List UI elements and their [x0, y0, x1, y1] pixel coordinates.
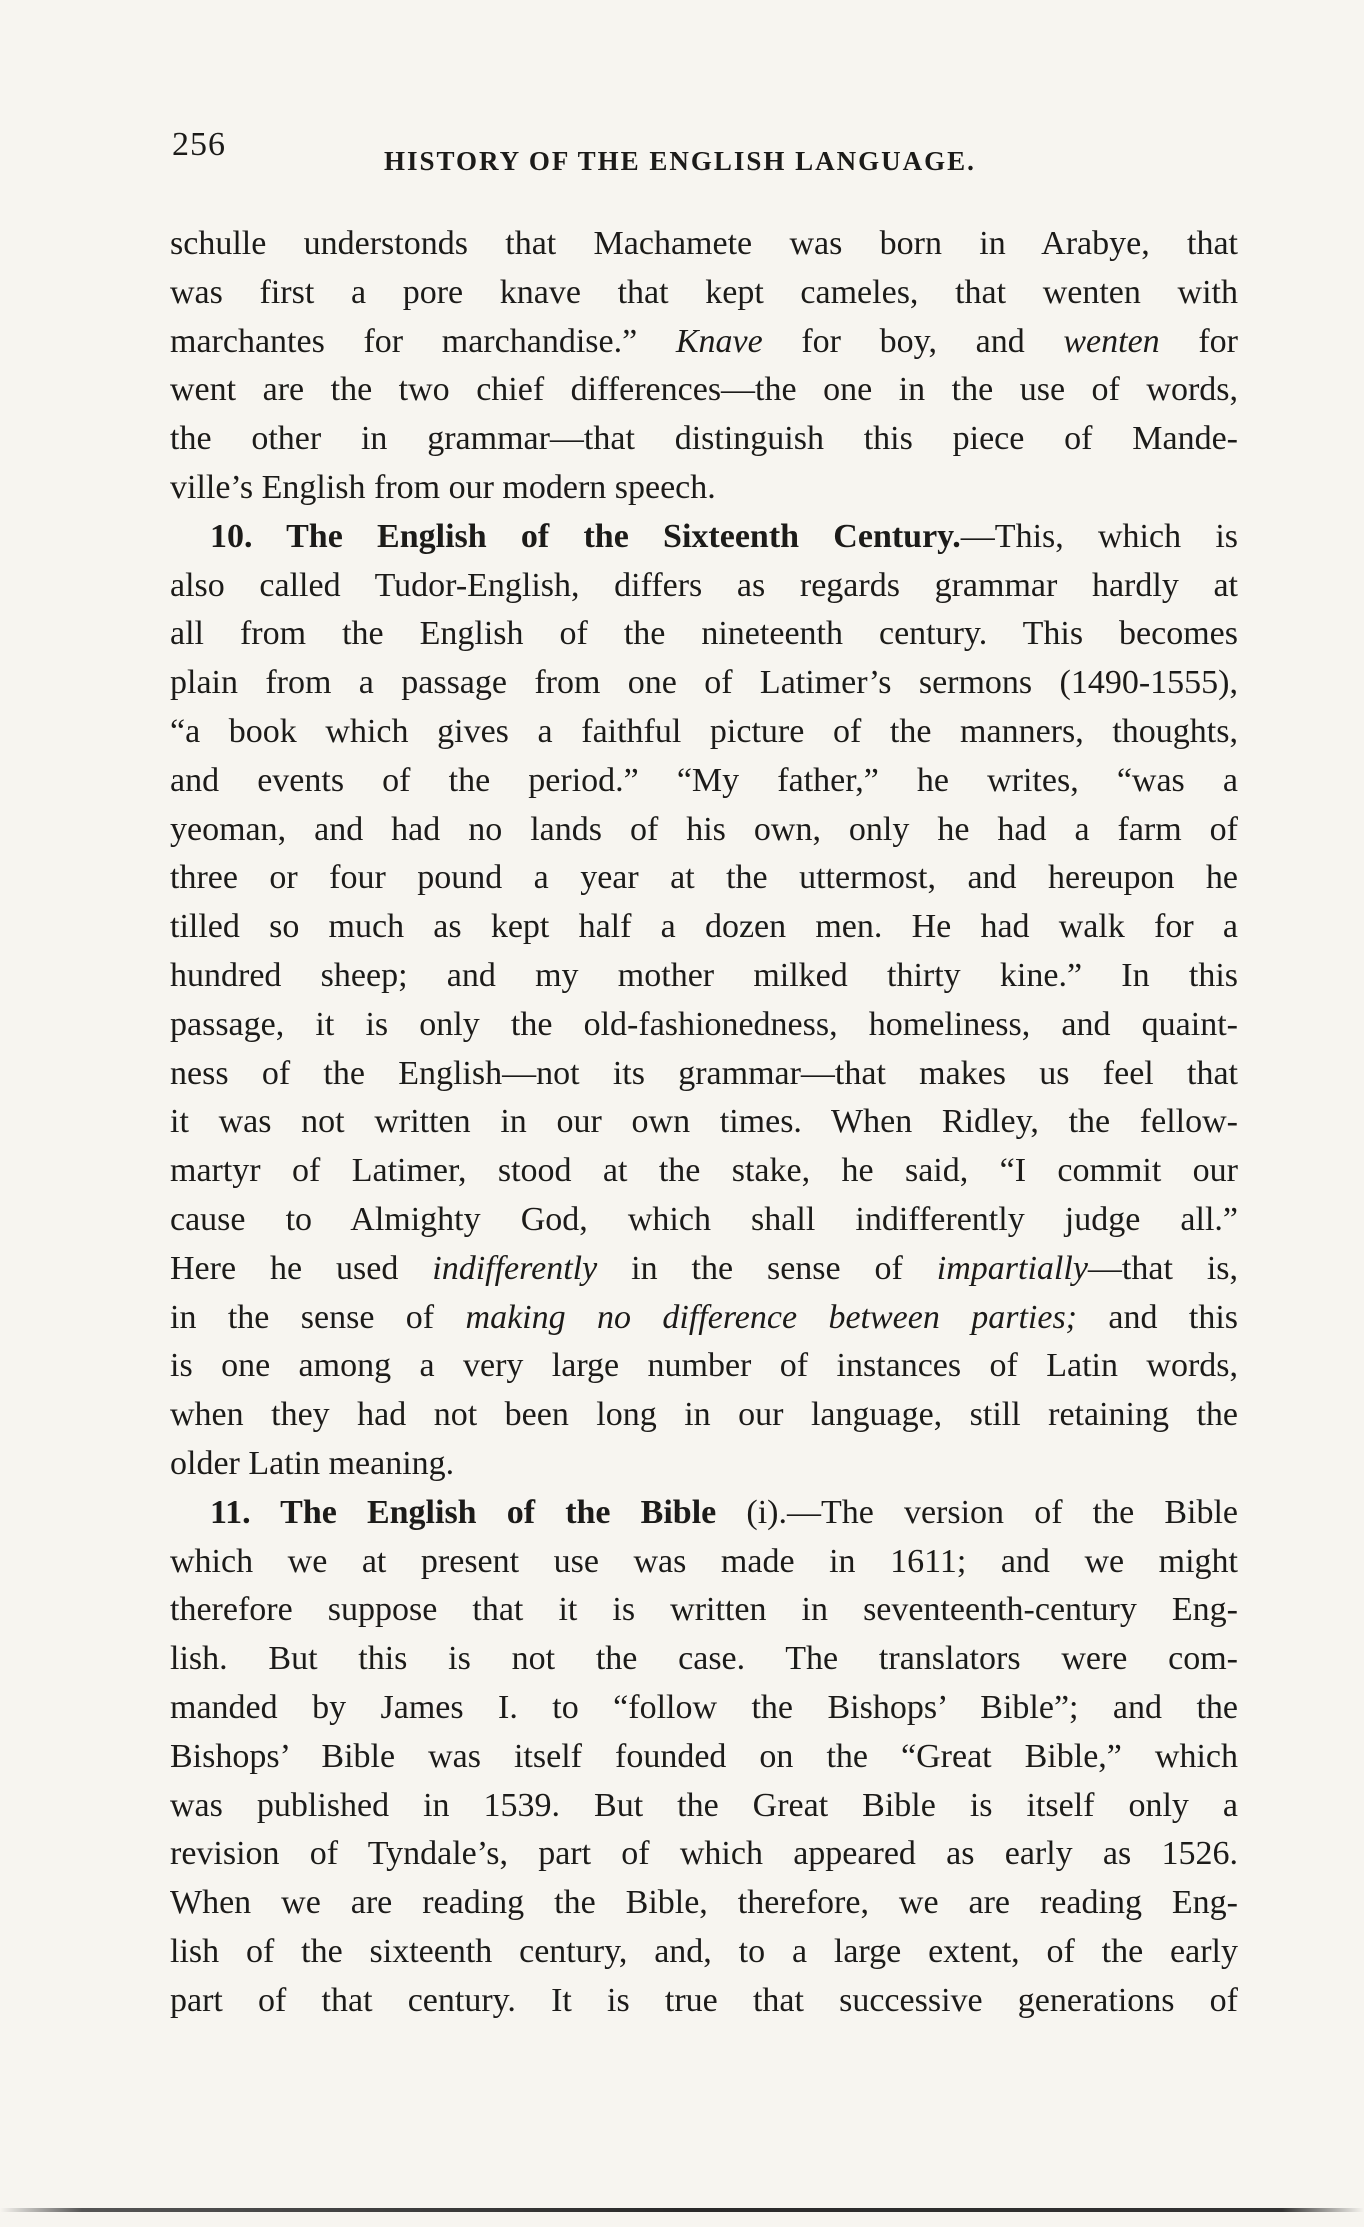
text-run: for boy, and [762, 322, 1064, 360]
text-run: for [1159, 322, 1238, 360]
section-11-first-line [170, 1489, 1238, 1538]
text-line: “a book which gives a faithful picture of the manners, thoughts, [170, 712, 1238, 750]
italic-term: wenten [1063, 322, 1160, 360]
text-line: tilled so much as kept half a dozen men. He had walk for a [170, 908, 1238, 946]
text-run: —This, which is [960, 517, 1238, 555]
text-line: went are the two chief differences—the one in the use of words, [170, 371, 1238, 409]
text-line: and events of the period.” “My father,” he writes, “was a [170, 761, 1238, 799]
text-line: therefore suppose that it is written in seventeenth-century Eng- [170, 1591, 1238, 1629]
text-line: passage, it is only the old-fashionedness, homeliness, and quaint- [170, 1005, 1238, 1043]
text-line: ness of the English—not its grammar—that makes us feel that [170, 1054, 1238, 1092]
text-line: yeoman, and had no lands of his own, only he had a farm of [170, 810, 1238, 848]
page-bottom-edge [0, 2208, 1364, 2212]
text-line: plain from a passage from one of Latimer’s sermons (1490-1555), [170, 664, 1238, 702]
text-run: (i).—The version of the Bible [716, 1493, 1238, 1531]
text-line: also called Tudor-English, differs as regards grammar hardly at [170, 566, 1238, 604]
text-run: Here he used [170, 1249, 433, 1287]
running-title: HISTORY OF THE ENGLISH LANGUAGE. [384, 146, 976, 176]
text-line: was first a pore knave that kept cameles, that wenten with [170, 273, 1238, 311]
text-line: Bishops’ Bible was itself founded on the “Great Bible,” which [170, 1737, 1238, 1775]
text-line: part of that century. It is true that successive generations of [170, 1981, 1238, 2019]
italic-term: making no difference between parties; [465, 1298, 1077, 1336]
text-line: was published in 1539. But the Great Bible is itself only a [170, 1786, 1238, 1824]
text-line: ville’s English from our modern speech. [170, 468, 716, 506]
text-line: older Latin meaning. [170, 1444, 455, 1482]
text-line: revision of Tyndale’s, part of which appeared as early as 1526. [170, 1835, 1238, 1873]
section-heading: 11. The English of the Bible [210, 1493, 717, 1531]
text-line: when they had not been long in our language, still retaining the [170, 1396, 1238, 1434]
text-run: in the sense of [170, 1298, 466, 1336]
text-run: and this [1077, 1298, 1238, 1336]
text-line: all from the English of the nineteenth century. This becomes [170, 615, 1238, 653]
text-run: —that is, [1087, 1249, 1238, 1287]
text-line [170, 1294, 1238, 1343]
text-line [170, 318, 1238, 367]
page-number: 256 [172, 126, 226, 163]
section-heading: 10. The English of the Sixteenth Century. [210, 517, 961, 555]
italic-term: indifferently [432, 1249, 598, 1287]
text-run: in the sense of [597, 1249, 937, 1287]
text-line: cause to Almighty God, which shall indifferently judge all.” [170, 1200, 1238, 1238]
text-line: is one among a very large number of instances of Latin words, [170, 1347, 1238, 1385]
text-line: hundred sheep; and my mother milked thirty kine.” In this [170, 956, 1238, 994]
text-line: lish. But this is not the case. The translators were com- [170, 1640, 1238, 1678]
text-line [170, 1245, 1238, 1294]
text-line: When we are reading the Bible, therefore, we are reading Eng- [170, 1884, 1238, 1922]
italic-term: Knave [675, 322, 763, 360]
page-header [172, 126, 1272, 186]
text-line: which we at present use was made in 1611; and we might [170, 1542, 1238, 1580]
text-line: manded by James I. to “follow the Bishops’ Bible”; and the [170, 1688, 1238, 1726]
text-line: lish of the sixteenth century, and, to a large extent, of the early [170, 1932, 1238, 1970]
italic-term: impartially [936, 1249, 1088, 1287]
text-line: it was not written in our own times. When Ridley, the fellow- [170, 1103, 1238, 1141]
text-line: schulle understonds that Machamete was born in Arabye, that [170, 225, 1238, 262]
body-text [170, 220, 1238, 2025]
text-run: marchantes for marchandise.” [170, 322, 676, 360]
text-line: the other in grammar—that distinguish this piece of Mande- [170, 420, 1238, 458]
text-line: three or four pound a year at the uttermost, and hereupon he [170, 859, 1238, 897]
text-line: martyr of Latimer, stood at the stake, he said, “I commit our [170, 1152, 1238, 1190]
section-10-first-line [170, 513, 1238, 562]
